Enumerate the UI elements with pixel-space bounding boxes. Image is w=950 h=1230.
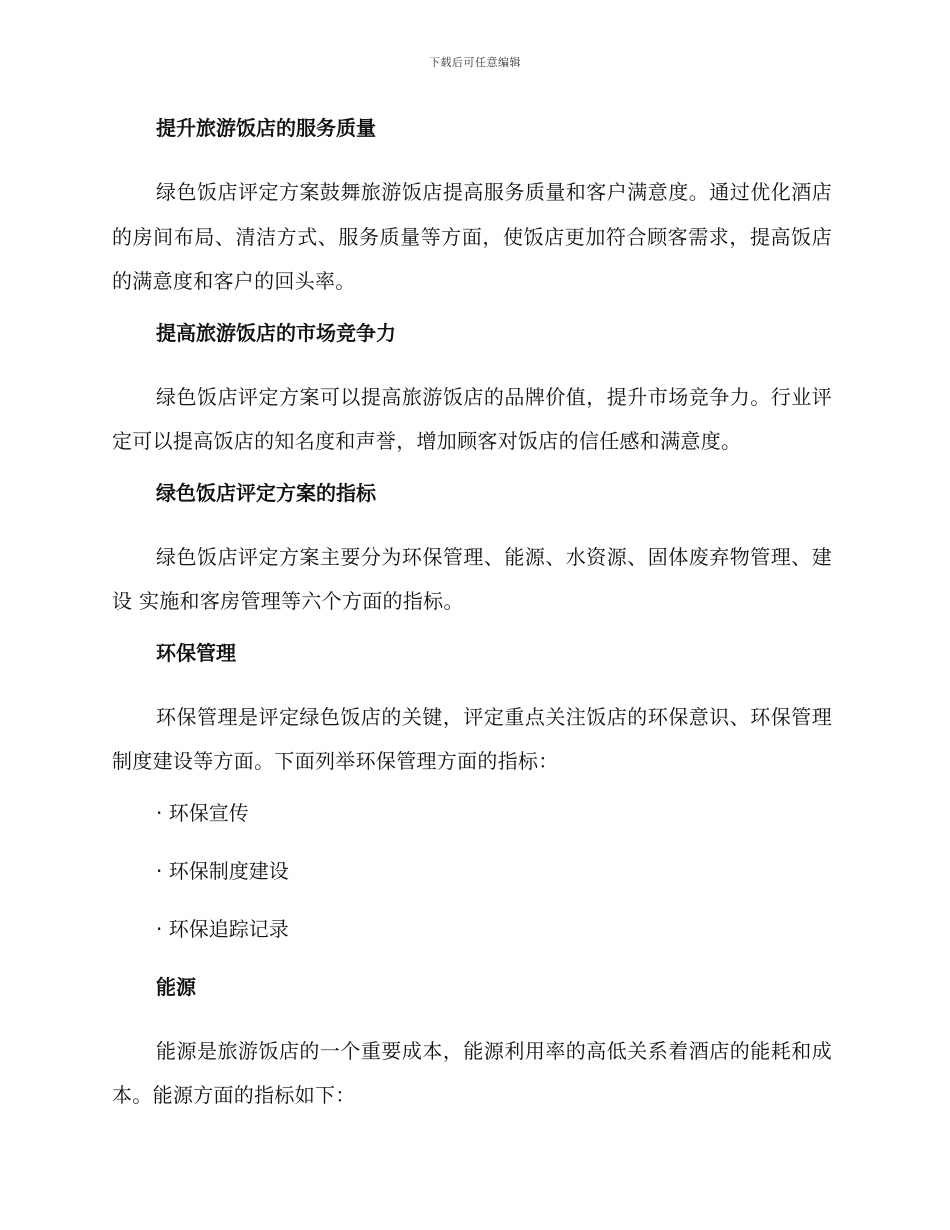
section-heading-energy: 能源 bbox=[156, 974, 196, 999]
paragraph-competitiveness: 绿色饭店评定方案可以提高旅游饭店的品牌价值，提升市场竞争力。行业评定可以提高饭店的知名度和声誉，增加顾客对饭店的信任感和满意度。 bbox=[112, 384, 832, 453]
paragraph-service-quality: 绿色饭店评定方案鼓舞旅游饭店提高服务质量和客户满意度。通过优化酒店的房间布局、清洁方式、服务质量等方面，使饭店更加符合顾客需求，提高饭店的满意度和客户的回头率。 bbox=[112, 180, 832, 293]
section-heading-service-quality: 提升旅游饭店的服务质量 bbox=[156, 116, 376, 140]
document-body bbox=[112, 112, 832, 1131]
paragraph-energy: 能源是旅游饭店的一个重要成本，能源利用率的高低关系着酒店的能耗和成本。能源方面的指标如下： bbox=[112, 1038, 832, 1107]
paragraph-indicators: 绿色饭店评定方案主要分为环保管理、能源、水资源、固体废弃物管理、建设 实施和客房管理等六个方面的指标。 bbox=[112, 544, 832, 613]
list-item: · 环保制度建设 bbox=[156, 858, 289, 883]
section-heading-env-management: 环保管理 bbox=[156, 640, 236, 665]
paragraph-env-management: 环保管理是评定绿色饭店的关键，评定重点关注饭店的环保意识、环保管理制度建设等方面。下面列举环保管理方面的指标： bbox=[112, 704, 832, 773]
list-item: · 环保追踪记录 bbox=[156, 916, 289, 941]
page-header-note: 下载后可任意编辑 bbox=[429, 56, 521, 69]
section-heading-indicators: 绿色饭店评定方案的指标 bbox=[156, 480, 376, 505]
section-heading-competitiveness: 提高旅游饭店的市场竞争力 bbox=[156, 320, 396, 345]
list-item: · 环保宣传 bbox=[156, 800, 249, 825]
